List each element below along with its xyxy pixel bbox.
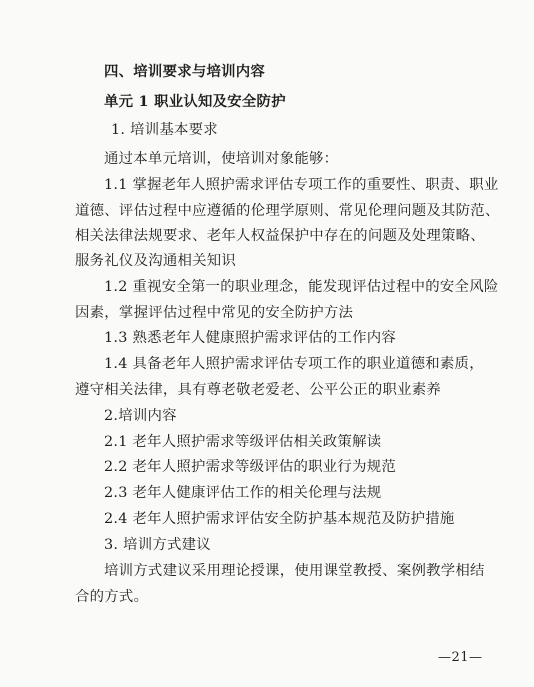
unit-heading: 单元 1 职业认知及安全防护 — [104, 93, 286, 110]
requirement-1-2-line-2: 因素，掌握评估过程中常见的安全防护方法 — [75, 305, 354, 321]
requirement-1-1-line-2: 道德、评估过程中应遵循的伦理学原则、常见伦理问题及其防范、 — [75, 203, 500, 219]
content-2-2: 2.2 老年人照护需求等级评估的职业行为规范 — [104, 459, 396, 475]
requirements-intro: 通过本单元培训，使培训对象能够： — [104, 151, 339, 167]
section-heading: 四、培训要求与培训内容 — [104, 63, 266, 80]
page-number: —21— — [438, 650, 483, 665]
requirement-1-1-line-4: 服务礼仪及沟通相关知识 — [75, 253, 237, 269]
requirement-1-4-line-1: 1.4 具备老年人照护需求评估专项工作的职业道德和素质， — [104, 356, 484, 372]
requirement-1-1-line-1: 1.1 掌握老年人照护需求评估专项工作的重要性、职责、职业 — [104, 177, 499, 193]
method-heading: 3. 培训方式建议 — [104, 537, 211, 553]
content-2-1: 2.1 老年人照护需求等级评估相关政策解读 — [104, 434, 382, 450]
requirement-1-3: 1.3 熟悉老年人健康照护需求评估的工作内容 — [104, 330, 396, 346]
method-text-line-2: 合的方式。 — [75, 589, 149, 605]
content-2-3: 2.3 老年人健康评估工作的相关伦理与法规 — [104, 485, 382, 501]
method-text-line-1: 培训方式建议采用理论授课，使用课堂教授、案例教学相结 — [104, 563, 485, 579]
requirement-1-4-line-2: 遵守相关法律，具有尊老敬老爱老、公平公正的职业素养 — [75, 382, 442, 398]
content-heading: 2.培训内容 — [104, 408, 177, 424]
requirements-heading: 1. 培训基本要求 — [111, 122, 218, 138]
content-2-4: 2.4 老年人照护需求评估安全防护基本规范及防护措施 — [104, 511, 455, 527]
requirement-1-1-line-3: 相关法律法规要求、老年人权益保护中存在的问题及处理策略、 — [75, 228, 485, 244]
requirement-1-2-line-1: 1.2 重视安全第一的职业理念，能发现评估过程中的安全风险 — [104, 279, 499, 295]
